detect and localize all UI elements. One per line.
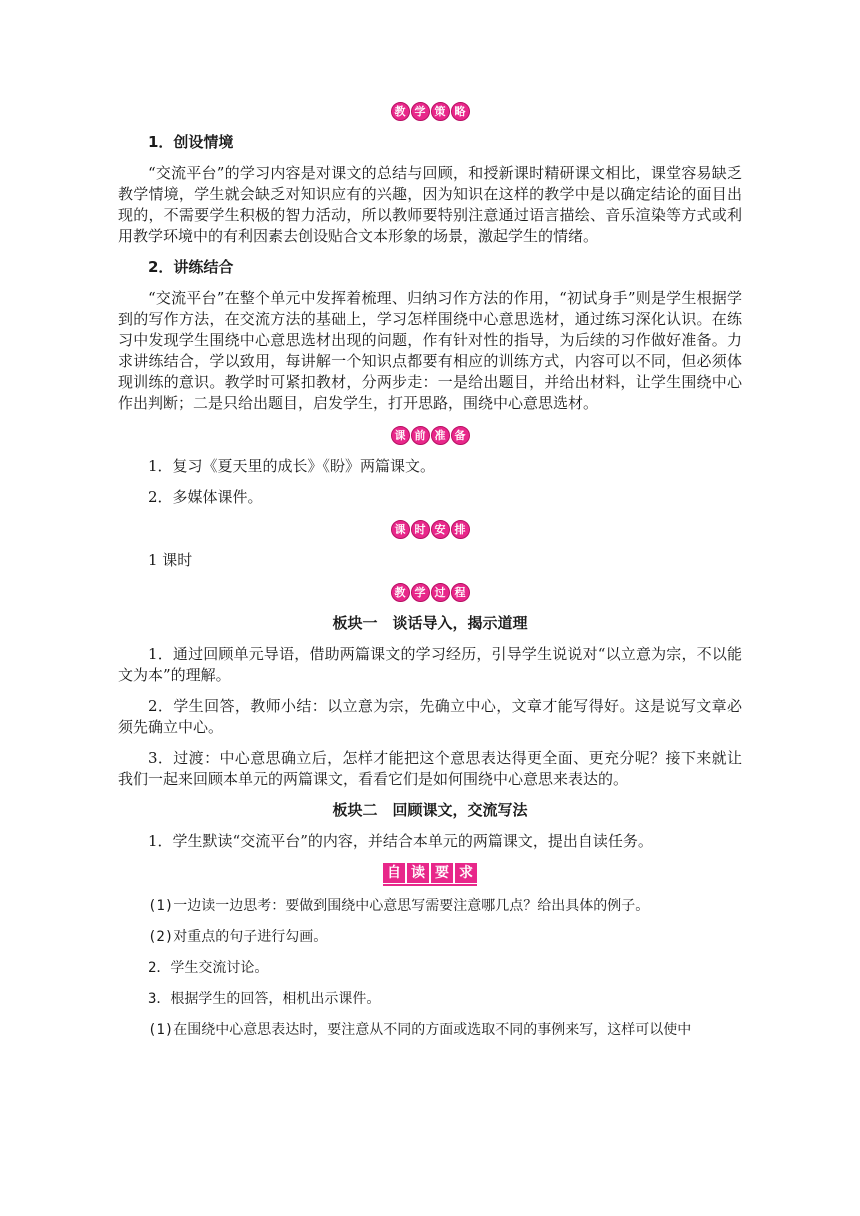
paragraph: 2．学生回答，教师小结：以立意为宗，先确立中心，文章才能写得好。这是说写文章必须先确立中心。	[118, 697, 742, 736]
badge-char: 教	[391, 583, 410, 602]
box-char: 求	[455, 863, 477, 883]
task-item: (1)一边读一边思考：要做到围绕中心意思写需要注意哪几点？给出具体的例子。	[148, 898, 650, 914]
task-item: (2)对重点的句子进行勾画。	[148, 929, 328, 945]
section-header-prep	[118, 424, 742, 446]
badge-char: 课	[391, 520, 410, 539]
badge-char: 策	[431, 102, 450, 121]
paragraph: 1．通过回顾单元导语，借助两篇课文的学习经历，引导学生说说对“以立意为宗，不以能文为本”的理解。	[118, 645, 742, 684]
section-header-schedule	[118, 518, 742, 540]
task-item: (1)在围绕中心意思表达时，要注意从不同的方面或选取不同的事例来写，这样可以使中	[148, 1022, 692, 1038]
block1-title: 板块一 谈话导入，揭示道理	[332, 614, 528, 632]
list-item: 1．复习《夏天里的成长》《盼》两篇课文。	[148, 457, 436, 475]
paragraph: 3．过渡：中心意思确立后，怎样才能把这个意思表达得更全面、更充分呢？接下来就让我们一起来回顾本单元的两篇课文，看看它们是如何围绕中心意思来表达的。	[118, 749, 742, 788]
box-char: 自	[383, 863, 405, 883]
badge-char: 教	[391, 102, 410, 121]
self-read-requirements-label	[118, 862, 742, 886]
badge-char: 学	[411, 583, 430, 602]
badge-char: 前	[411, 426, 430, 445]
heading-create-context: 1．创设情境	[148, 133, 234, 151]
paragraph: 1．学生默读“交流平台”的内容，并结合本单元的两篇课文，提出自读任务。	[148, 832, 653, 850]
task-item: 2．学生交流讨论。	[148, 960, 269, 976]
paragraph: “交流平台”的学习内容是对课文的总结与回顾，和授新课时精研课文相比，课堂容易缺乏教学情境，学生就会缺乏对知识应有的兴趣，因为知识在这样的教学中是以确定结论的面目出现的，不需要学生积极的智力活动，所以教师要特别注意通过语言描绘、音乐渲染等方式或利用教学环境中的有利因素去创设贴合文本形象的场景，激起学生的情绪。	[118, 164, 742, 245]
paragraph: “交流平台”在整个单元中发挥着梳理、归纳习作方法的作用，“初试身手”则是学生根据学到的写作方法，在交流方法的基础上，学习怎样围绕中心意思选材，通过练习深化认识。在练习中发现学生围绕中心意思选材出现的问题，作有针对性的指导，为后续的习作做好准备。力求讲练结合，学以致用，每讲解一个知识点都要有相应的训练方式，内容可以不同，但必须体现训练的意识。教学时可紧扣教材，分两步走：一是给出题目，并给出材料，让学生围绕中心作出判断；二是只给出题目，启发学生，打开思路，围绕中心意思选材。	[118, 289, 742, 412]
block2-title: 板块二 回顾课文，交流写法	[332, 801, 528, 819]
box-char: 读	[407, 863, 429, 883]
list-item: 2．多媒体课件。	[148, 488, 263, 506]
badge-char: 排	[451, 520, 470, 539]
section-header-teaching-strategy	[118, 100, 742, 122]
badge-char: 略	[451, 102, 470, 121]
badge-char: 安	[431, 520, 450, 539]
section-header-process	[118, 581, 742, 603]
badge-char: 时	[411, 520, 430, 539]
badge-char: 准	[431, 426, 450, 445]
document-page	[118, 100, 742, 1051]
badge-char: 学	[411, 102, 430, 121]
badge-char: 过	[431, 583, 450, 602]
badge-char: 程	[451, 583, 470, 602]
badge-char: 课	[391, 426, 410, 445]
box-char: 要	[431, 863, 453, 883]
badge-char: 备	[451, 426, 470, 445]
task-item: 3．根据学生的回答，相机出示课件。	[148, 991, 381, 1007]
heading-practice: 2．讲练结合	[148, 258, 234, 276]
schedule-text: 1 课时	[148, 551, 193, 569]
